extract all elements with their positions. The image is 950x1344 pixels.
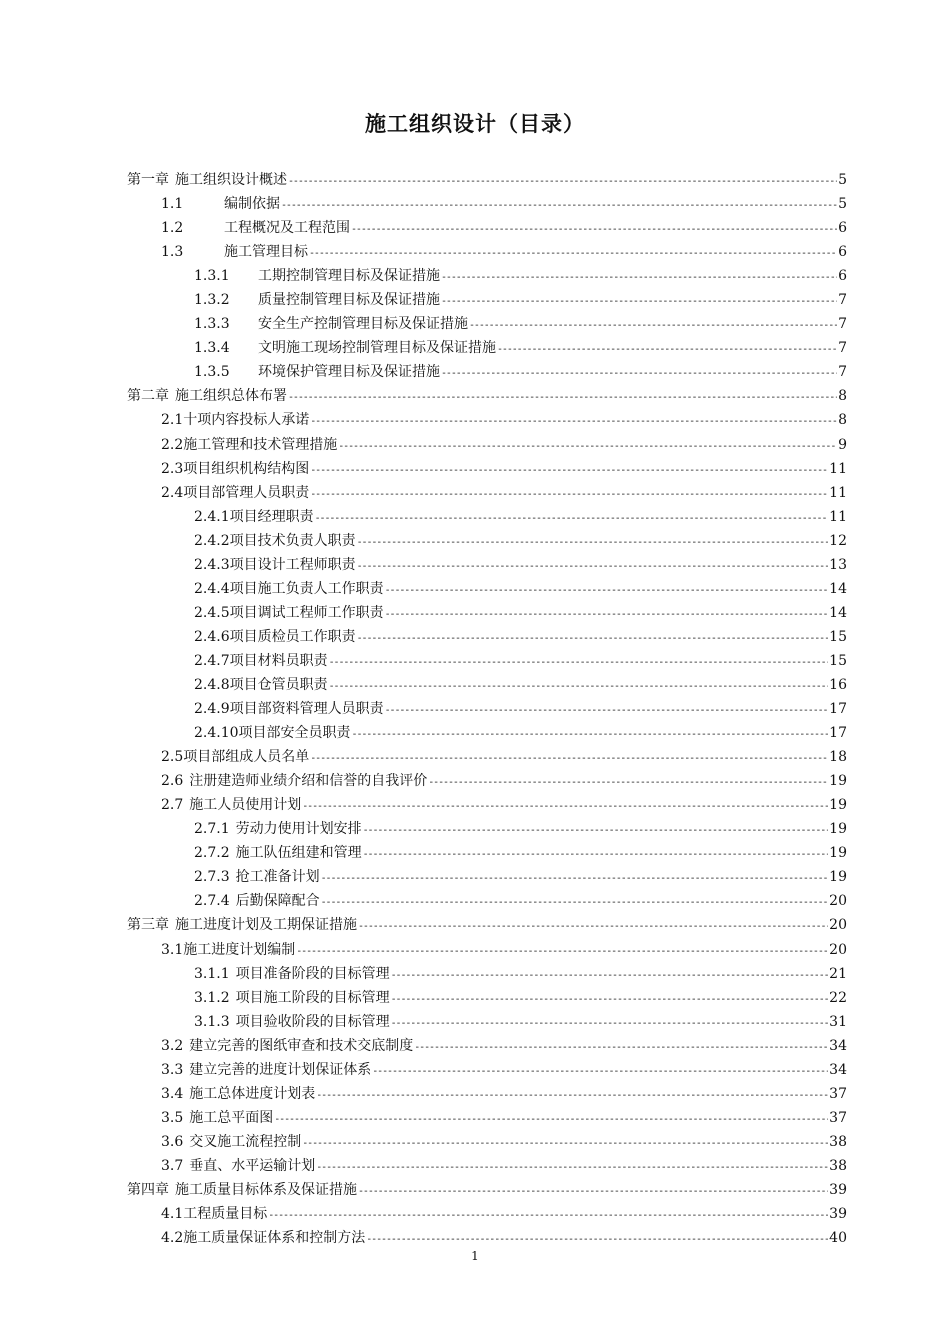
toc-entry-title: 施工进度计划及工期保证措施 [175, 917, 357, 934]
toc-entry-title: 施工管理和技术管理措施 [183, 436, 338, 453]
toc-entry[interactable] [127, 553, 847, 577]
toc-entry[interactable] [127, 649, 847, 673]
toc-entry-number: 2.7.4 [194, 893, 230, 910]
toc-dot-leader [351, 218, 837, 242]
toc-entry-page: 15 [829, 652, 847, 669]
toc-entry-title: 项目准备阶段的目标管理 [235, 965, 390, 982]
toc-entry-number: 2.1 [161, 412, 184, 429]
toc-entry-number: 1.3.3 [194, 316, 230, 333]
toc-entry-page: 34 [829, 1061, 847, 1078]
toc-entry-page: 21 [829, 965, 847, 982]
toc-entry-number: 2.4.4 [194, 580, 230, 597]
toc-entry-number: 2.4.10 [194, 725, 239, 742]
toc-entry-page: 13 [829, 556, 847, 573]
toc-entry-title: 注册建造师业绩介绍和信誉的自我评价 [189, 773, 428, 790]
toc-entry[interactable] [127, 384, 847, 408]
toc-entry[interactable] [127, 1010, 847, 1034]
toc-entry[interactable] [127, 962, 847, 986]
toc-entry-page: 17 [829, 701, 847, 718]
toc-entry-number: 2.7.2 [194, 845, 230, 862]
toc-entry-number: 第二章 [127, 388, 169, 405]
toc-entry-number: 2.7.1 [194, 821, 230, 838]
toc-entry-number: 3.1 [161, 941, 184, 958]
toc-entry[interactable] [127, 288, 847, 312]
toc-entry-number: 2.7 [161, 797, 184, 814]
toc-entry-number: 1.3.4 [194, 340, 230, 357]
toc-entry[interactable] [127, 1154, 847, 1178]
toc-dot-leader [391, 988, 829, 1012]
toc-entry-page: 5 [838, 196, 847, 213]
toc-dot-leader [357, 627, 829, 651]
toc-dot-leader [441, 266, 837, 290]
toc-entry-number: 2.7.3 [194, 869, 230, 886]
toc-dot-leader [321, 867, 829, 891]
toc-dot-leader [288, 386, 837, 410]
toc-entry-page: 6 [838, 244, 847, 261]
toc-entry-page: 20 [829, 917, 847, 934]
toc-entry[interactable] [127, 577, 847, 601]
toc-entry-page: 9 [838, 436, 847, 453]
toc-entry-page: 14 [829, 604, 847, 621]
toc-entry-number: 第三章 [127, 917, 169, 934]
toc-dot-leader [321, 891, 829, 915]
toc-dot-leader [352, 723, 829, 747]
toc-entry-page: 16 [829, 676, 847, 693]
toc-entry-page: 11 [829, 460, 847, 477]
toc-entry[interactable] [127, 697, 847, 721]
toc-entry-title: 施工质量保证体系和控制方法 [183, 1230, 366, 1247]
toc-dot-leader [316, 1084, 828, 1108]
toc-dot-leader [385, 579, 829, 603]
toc-entry-title: 施工管理目标 [224, 244, 308, 261]
toc-entry-title: 编制依据 [224, 196, 280, 213]
toc-entry[interactable] [127, 457, 847, 481]
toc-entry-title: 项目部管理人员职责 [183, 484, 310, 501]
toc-entry-page: 20 [829, 941, 847, 958]
toc-dot-leader [329, 651, 829, 675]
page-number: 1 [471, 1249, 479, 1263]
toc-entry[interactable] [127, 1130, 847, 1154]
toc-dot-leader [358, 915, 828, 939]
toc-dot-leader [428, 771, 828, 795]
toc-entry-title: 项目材料员职责 [229, 652, 328, 669]
toc-entry-page: 19 [829, 869, 847, 886]
toc-entry-page: 14 [829, 580, 847, 597]
toc-entry[interactable] [127, 865, 847, 889]
toc-entry[interactable] [127, 721, 847, 745]
toc-entry-page: 22 [829, 989, 847, 1006]
toc-entry-number: 2.6 [161, 773, 184, 790]
toc-dot-leader [302, 1132, 828, 1156]
toc-entry-title: 十项内容投标人承诺 [183, 412, 310, 429]
toc-entry[interactable] [127, 625, 847, 649]
toc-entry-title: 质量控制管理目标及保证措施 [258, 292, 440, 309]
table-of-contents [127, 168, 847, 1250]
toc-dot-leader [441, 290, 837, 314]
toc-entry-title: 项目调试工程师工作职责 [229, 604, 384, 621]
toc-entry[interactable] [127, 913, 847, 937]
toc-dot-leader [310, 747, 828, 771]
toc-entry-number: 第一章 [127, 172, 169, 188]
toc-entry-page: 37 [829, 1109, 847, 1126]
toc-entry[interactable] [127, 216, 847, 240]
toc-entry-title: 项目组织机构结构图 [183, 460, 310, 477]
toc-entry-title: 环境保护管理目标及保证措施 [258, 364, 440, 381]
toc-entry[interactable] [127, 264, 847, 288]
toc-entry-page: 18 [829, 749, 847, 766]
toc-dot-leader [296, 940, 828, 964]
toc-entry[interactable] [127, 938, 847, 962]
toc-entry-title: 项目仓管员职责 [229, 676, 328, 693]
toc-entry-title: 工程质量目标 [183, 1206, 268, 1223]
toc-dot-leader [338, 435, 837, 459]
toc-entry-number: 3.4 [161, 1085, 184, 1102]
toc-entry[interactable] [127, 336, 847, 360]
toc-entry-page: 15 [829, 628, 847, 645]
toc-dot-leader [310, 483, 828, 507]
toc-entry-page: 19 [829, 821, 847, 838]
toc-dot-leader [497, 338, 837, 362]
toc-entry[interactable] [127, 1226, 847, 1250]
toc-dot-leader [358, 1180, 828, 1204]
toc-entry-number: 3.1.1 [194, 965, 230, 982]
toc-entry-page: 7 [838, 340, 847, 357]
toc-entry-title: 工期控制管理目标及保证措施 [258, 268, 440, 285]
toc-entry[interactable] [127, 986, 847, 1010]
toc-entry-title: 项目设计工程师职责 [229, 556, 356, 573]
toc-dot-leader [310, 410, 837, 434]
toc-entry-number: 第四章 [127, 1181, 169, 1198]
toc-entry-page: 6 [838, 268, 847, 285]
toc-entry-title: 施工质量目标体系及保证措施 [175, 1181, 357, 1198]
toc-dot-leader [274, 1108, 828, 1132]
toc-entry-number: 1.2 [161, 220, 184, 237]
toc-entry-page: 6 [838, 220, 847, 237]
toc-entry[interactable] [127, 841, 847, 865]
toc-dot-leader [329, 675, 829, 699]
page-title: 施工组织设计（目录） [365, 111, 585, 136]
toc-entry-title: 施工总体进度计划表 [189, 1085, 316, 1102]
toc-entry-page: 38 [829, 1157, 847, 1174]
toc-entry-page: 19 [829, 773, 847, 790]
toc-entry-number: 3.5 [161, 1109, 184, 1126]
toc-entry-page: 19 [829, 845, 847, 862]
toc-dot-leader [268, 1204, 828, 1228]
toc-dot-leader [357, 555, 829, 579]
toc-entry[interactable] [127, 529, 847, 553]
toc-entry-number: 3.7 [161, 1157, 184, 1174]
toc-entry-page: 11 [829, 484, 847, 501]
toc-entry-page: 38 [829, 1133, 847, 1150]
toc-entry-number: 1.1 [161, 196, 184, 213]
toc-entry-page: 5 [838, 172, 847, 188]
toc-entry[interactable] [127, 673, 847, 697]
toc-entry-number: 4.1 [161, 1206, 184, 1223]
toc-entry-page: 19 [829, 797, 847, 814]
toc-entry-number: 1.3.1 [194, 268, 230, 285]
toc-entry-title: 后勤保障配合 [235, 893, 320, 910]
toc-entry-number: 2.4.9 [194, 701, 230, 718]
toc-entry[interactable] [127, 408, 847, 432]
toc-entry-title: 项目验收阶段的目标管理 [235, 1013, 390, 1030]
toc-dot-leader [385, 603, 829, 627]
toc-entry[interactable] [127, 168, 847, 192]
toc-entry[interactable] [127, 312, 847, 336]
toc-entry-title: 施工进度计划编制 [183, 941, 296, 958]
toc-dot-leader [357, 531, 829, 555]
toc-entry-title: 项目技术负责人职责 [229, 532, 356, 549]
toc-entry-page: 7 [838, 292, 847, 309]
toc-entry-title: 项目部资料管理人员职责 [229, 701, 384, 718]
toc-dot-leader [315, 507, 829, 531]
toc-dot-leader [391, 964, 829, 988]
toc-dot-leader [441, 362, 837, 386]
toc-entry-page: 7 [838, 364, 847, 381]
toc-entry-title: 项目施工阶段的目标管理 [235, 989, 390, 1006]
toc-entry[interactable] [127, 769, 847, 793]
toc-entry-page: 12 [829, 532, 847, 549]
toc-entry[interactable] [127, 360, 847, 384]
toc-entry-number: 1.3.5 [194, 364, 230, 381]
toc-entry[interactable] [127, 889, 847, 913]
toc-entry-title: 安全生产控制管理目标及保证措施 [258, 316, 468, 333]
toc-entry-title: 施工组织总体布署 [175, 388, 287, 405]
toc-entry-title: 交叉施工流程控制 [189, 1133, 302, 1150]
toc-entry-number: 2.3 [161, 460, 184, 477]
toc-entry-number: 2.4 [161, 484, 184, 501]
toc-entry[interactable] [127, 240, 847, 264]
toc-dot-leader [385, 699, 829, 723]
toc-entry-number: 3.2 [161, 1037, 184, 1054]
toc-entry[interactable] [127, 817, 847, 841]
toc-entry-page: 7 [838, 316, 847, 333]
toc-entry-page: 17 [829, 725, 847, 742]
toc-entry-title: 建立完善的进度计划保证体系 [189, 1061, 372, 1078]
toc-entry[interactable] [127, 1202, 847, 1226]
toc-entry-title: 施工总平面图 [189, 1109, 274, 1126]
toc-entry[interactable] [127, 505, 847, 529]
toc-entry-number: 3.1.2 [194, 989, 230, 1006]
toc-entry-number: 2.4.2 [194, 532, 230, 549]
toc-entry-number: 2.4.1 [194, 508, 230, 525]
toc-entry-page: 39 [829, 1181, 847, 1198]
toc-entry-title: 文明施工现场控制管理目标及保证措施 [258, 340, 496, 357]
toc-entry-page: 34 [829, 1037, 847, 1054]
toc-entry[interactable] [127, 192, 847, 216]
toc-dot-leader [469, 314, 837, 338]
toc-entry[interactable] [127, 793, 847, 817]
toc-entry-number: 3.6 [161, 1133, 184, 1150]
toc-entry-number: 2.2 [161, 436, 184, 453]
toc-entry[interactable] [127, 1106, 847, 1130]
toc-entry-title: 施工组织设计概述 [175, 172, 287, 188]
toc-dot-leader [363, 843, 829, 867]
toc-dot-leader [372, 1060, 828, 1084]
toc-entry-number: 3.1.3 [194, 1013, 230, 1030]
toc-entry-number: 3.3 [161, 1061, 184, 1078]
toc-entry-title: 项目经理职责 [229, 508, 314, 525]
toc-entry[interactable] [127, 1082, 847, 1106]
toc-entry-title: 建立完善的图纸审查和技术交底制度 [189, 1037, 414, 1054]
toc-entry[interactable] [127, 433, 847, 457]
toc-entry[interactable] [127, 601, 847, 625]
toc-entry[interactable] [127, 481, 847, 505]
toc-dot-leader [309, 242, 837, 266]
toc-entry-number: 2.4.8 [194, 676, 230, 693]
toc-entry-number: 2.4.5 [194, 604, 230, 621]
toc-entry[interactable] [127, 1058, 847, 1082]
toc-dot-leader [363, 819, 829, 843]
toc-entry-number: 2.4.3 [194, 556, 230, 573]
toc-entry[interactable] [127, 745, 847, 769]
toc-dot-leader [288, 170, 837, 194]
toc-entry-title: 项目施工负责人工作职责 [229, 580, 384, 597]
toc-entry-title: 工程概况及工程范围 [224, 220, 350, 237]
toc-entry-title: 施工队伍组建和管理 [235, 845, 362, 862]
toc-entry-number: 4.2 [161, 1230, 184, 1247]
toc-entry-title: 项目部组成人员名单 [183, 749, 310, 766]
toc-entry-page: 39 [829, 1206, 847, 1223]
toc-dot-leader [302, 795, 828, 819]
toc-dot-leader [391, 1012, 829, 1036]
toc-entry-title: 抢工准备计划 [235, 869, 320, 886]
toc-dot-leader [316, 1156, 828, 1180]
toc-entry-title: 项目部安全员职责 [238, 725, 351, 742]
toc-entry-page: 8 [838, 412, 847, 429]
toc-entry-page: 31 [829, 1013, 847, 1030]
toc-entry[interactable] [127, 1178, 847, 1202]
toc-dot-leader [281, 194, 837, 218]
toc-entry-number: 1.3 [161, 244, 184, 261]
toc-entry-page: 8 [838, 388, 847, 405]
toc-entry-number: 2.5 [161, 749, 184, 766]
toc-entry-number: 2.4.7 [194, 652, 230, 669]
toc-entry[interactable] [127, 1034, 847, 1058]
toc-entry-title: 劳动力使用计划安排 [235, 821, 362, 838]
toc-entry-page: 40 [829, 1230, 847, 1247]
toc-entry-title: 项目质检员工作职责 [229, 628, 356, 645]
toc-entry-number: 1.3.2 [194, 292, 230, 309]
toc-entry-page: 11 [829, 508, 847, 525]
toc-entry-title: 垂直、水平运输计划 [189, 1157, 316, 1174]
toc-entry-page: 37 [829, 1085, 847, 1102]
toc-dot-leader [310, 459, 828, 483]
toc-entry-title: 施工人员使用计划 [189, 797, 302, 814]
toc-entry-page: 20 [829, 893, 847, 910]
toc-entry-number: 2.4.6 [194, 628, 230, 645]
toc-dot-leader [414, 1036, 828, 1060]
